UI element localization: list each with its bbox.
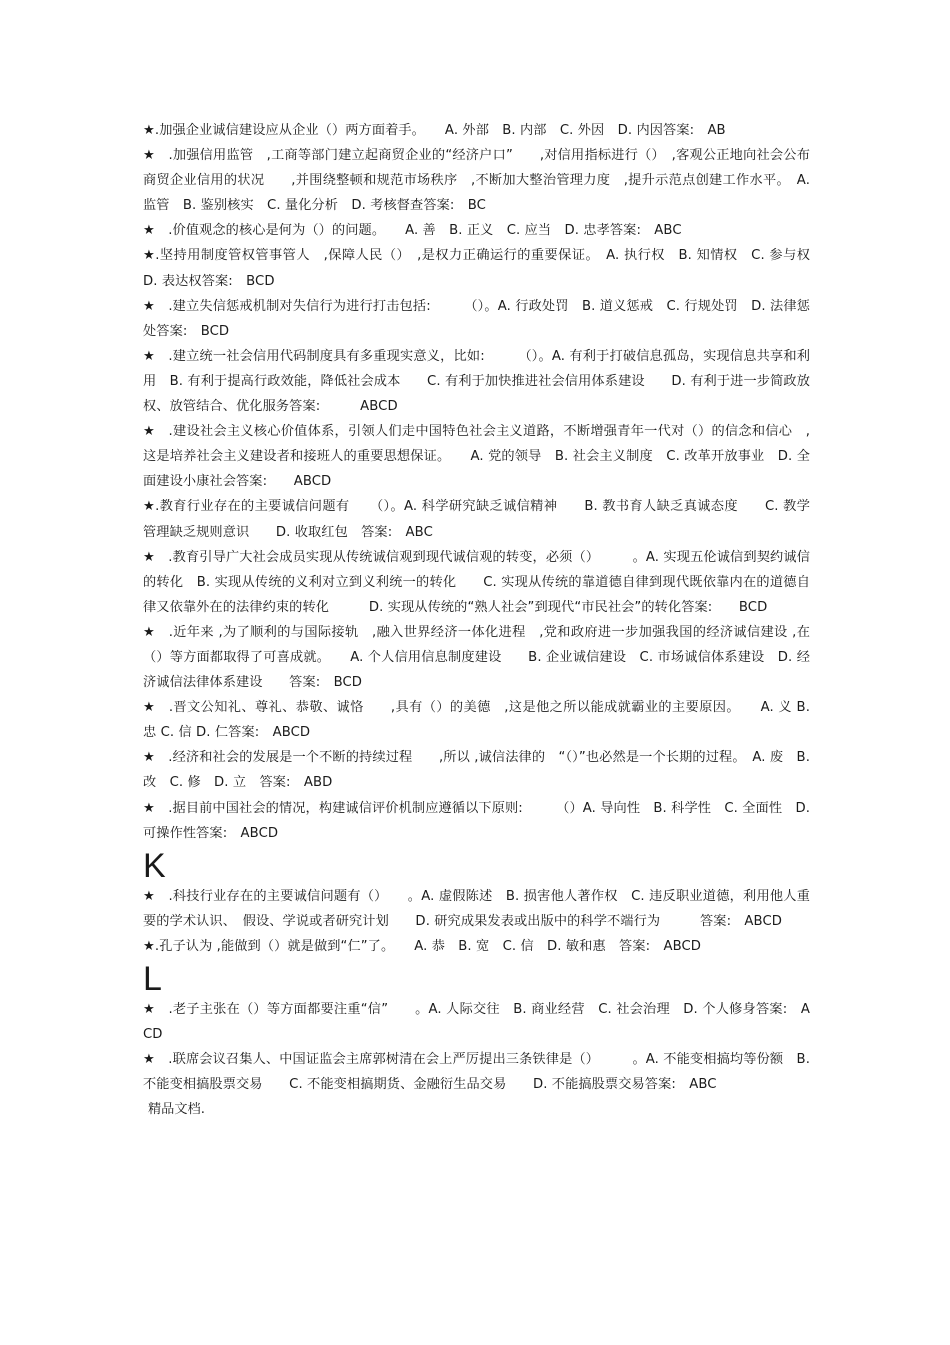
question-item: ★ .联席会议召集人、中国证监会主席郭树清在会上严厉提出三条铁律是（） 。A. 不能变相搞均等份额 B. 不能变相搞股票交易 C. 不能变相搞期货、金融衍生品交易 D. 不能搞股票交易答案: ABC [143,1052,810,1093]
footer-note: 精品文档. [148,1102,205,1118]
question-item: ★ .近年来 ,为了顺利的与国际接轨 ,融入世界经济一体化进程 ,党和政府进一步加强我国的经济诚信建设 ,在（）等方面都取得了可喜成就。 A. 个人信用信息制度建设 B. 企业诚信建设 C. 市场诚信体系建设 D. 经济诚信法律体系建设 答案: BCD [143,624,810,691]
question-item: ★ .建立失信惩戒机制对失信行为进行打击包括: （）。A. 行政处罚 B. 道义惩戒 C. 行规处罚 D. 法律惩处答案: BCD [143,298,810,339]
question-item: ★ .教育引导广大社会成员实现从传统诚信观到现代诚信观的转变，必须（） 。A. 实现五伦诚信到契约诚信的转化 B. 实现从传统的义利对立到义利统一的转化 C. 实现从传统的靠道德自律到现代既依靠内在的道德自律又依靠外在的法律约束的转化 D. 实现从传统的“熟人社会”到现代“市民社会”的转化答案: BCD [143,549,810,615]
question-item: ★ .晋文公知礼、尊礼、恭敬、诚恪 ,具有（）的美德 ,这是他之所以能成就霸业的主要原因。 A. 义 B. 忠 C. 信 D. 仁答案: ABCD [143,700,810,741]
question-list [143,118,824,1122]
question-item: ★.孔子认为 ,能做到（）就是做到“仁”了。 A. 恭 B. 宽 C. 信 D. 敏和惠 答案: ABCD [143,938,702,954]
question-item: ★ .科技行业存在的主要诚信问题有（） 。A. 虚假陈述 B. 损害他人著作权 C. 违反职业道德，利用他人重要的学术认识、 假设、学说或者研究计划 D. 研究成果发表或出版中的科学不端行为 答案: ABCD [143,888,810,929]
question-item: ★.坚持用制度管权管事管人 ,保障人民（） ,是权力正确运行的重要保证。 A. 执行权 B. 知情权 C. 参与权 D. 表达权答案: BCD [143,248,824,289]
question-item: ★ .老子主张在（）等方面都要注重“信” 。A. 人际交往 B. 商业经营 C. 社会治理 D. 个人修身答案: ACD [143,1002,810,1043]
question-item: ★ .加强信用监管 ,工商等部门建立起商贸企业的“经济户口” ,对信用指标进行（） ,客观公正地向社会公布商贸企业信用的状况 ,并围绕整顿和规范市场秩序 ,不断加大整治管理力度 ,提升示范点创建工作水平。 A. 监管 B. 鉴别核实 C. 量化分析 D. 考核督查答案: BC [143,148,810,214]
question-item: ★ .建立统一社会信用代码制度具有多重现实意义，比如: （）。A. 有利于打破信息孤岛，实现信息共享和利用 B. 有利于提高行政效能，降低社会成本 C. 有利于加快推进社会信用体系建设 D. 有利于进一步简政放权、放管结合、优化服务答案: ABCD [143,348,810,415]
question-item: ★.教育行业存在的主要诚信问题有 （）。A. 科学研究缺乏诚信精神 B. 教书育人缺乏真诚态度 C. 教学管理缺乏规则意识 D. 收取红包 答案: ABC [143,499,810,540]
question-item: ★.加强企业诚信建设应从企业（）两方面着手。 A. 外部 B. 内部 C. 外因 D. 内因答案: AB [143,123,726,138]
section-heading-k: K [143,846,166,885]
question-item: ★ .经济和社会的发展是一个不断的持续过程 ,所以 ,诚信法律的 “（）”也必然是一个长期的过程。 A. 废 B. 改 C. 修 D. 立 答案: ABD [143,750,810,791]
section-heading-l: L [143,960,162,998]
question-item: ★ .据目前中国社会的情况，构建诚信评价机制应遵循以下原则: （）A. 导向性 B. 科学性 C. 全面性 D. 可操作性答案: ABCD [143,800,810,841]
question-item: ★ .价值观念的核心是何为（）的问题。 A. 善 B. 正义 C. 应当 D. 忠孝答案: ABC [143,223,682,239]
question-item: ★ .建设社会主义核心价值体系，引领人们走中国特色社会主义道路，不断增强青年一代对（）的信念和信心 ,这是培养社会主义建设者和接班人的重要思想保证。 A. 党的领导 B. 社会主义制度 C. 改革开放事业 D. 全面建设小康社会答案: ABCD [143,424,810,490]
